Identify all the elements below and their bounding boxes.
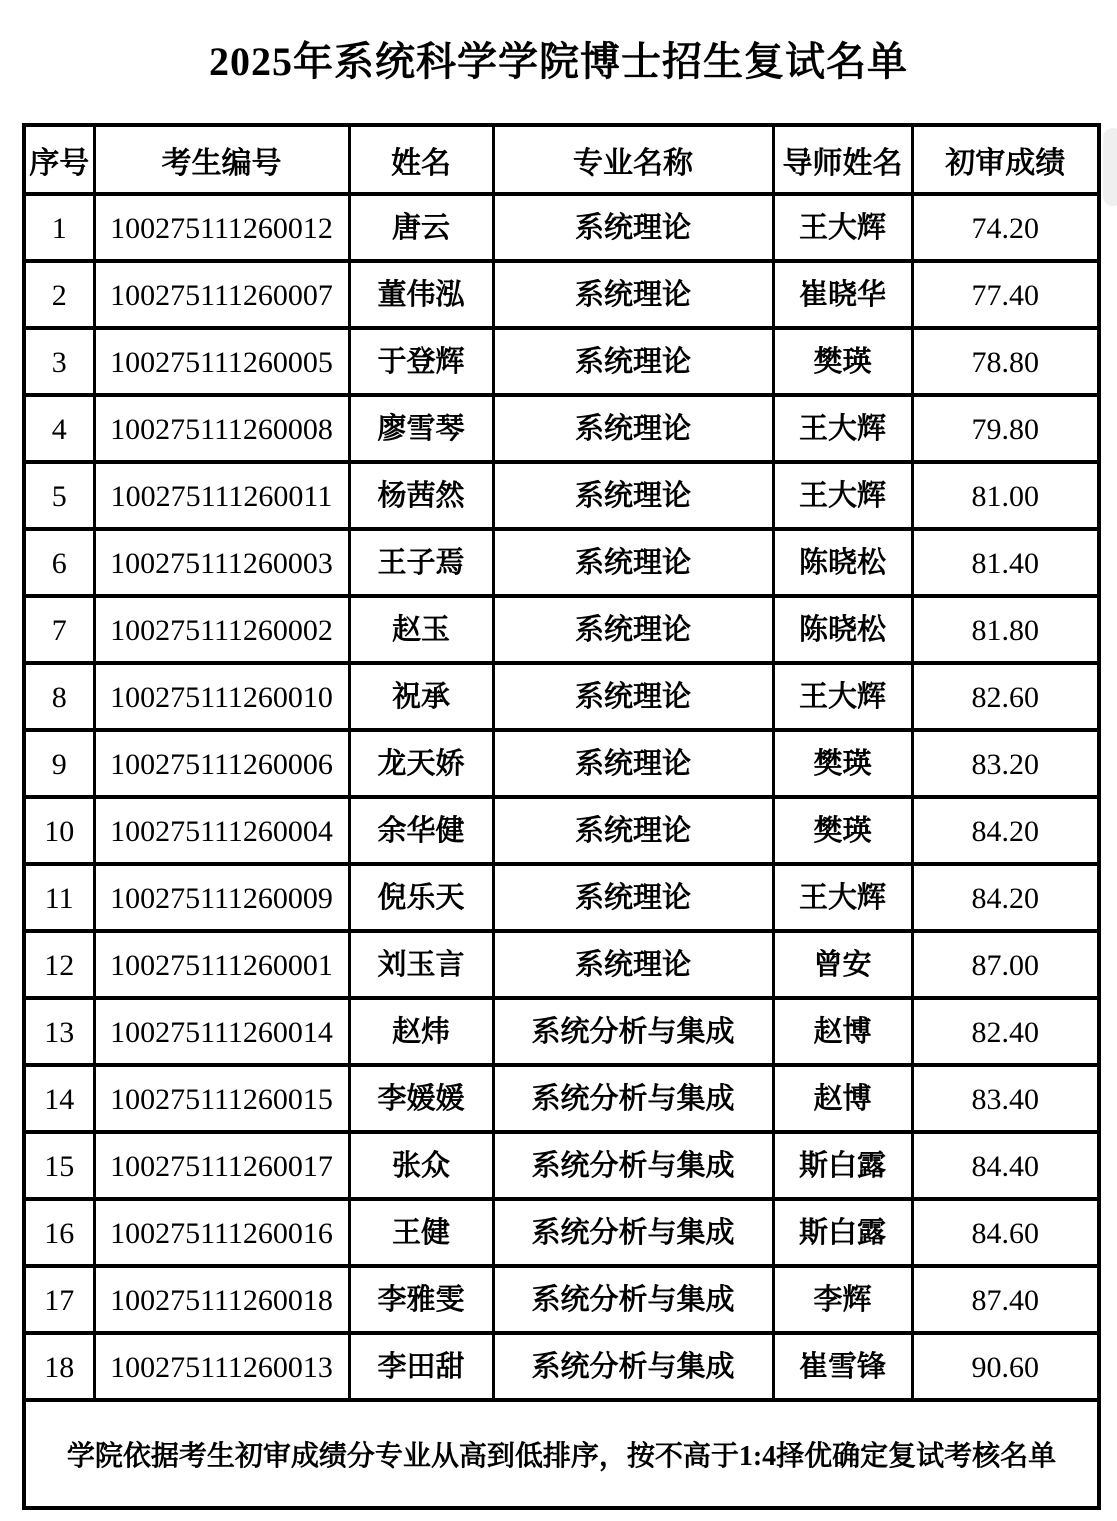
score-cell: 84.40: [912, 1132, 1099, 1199]
table-row: [24, 998, 1099, 1065]
advisor-cell: 樊瑛: [773, 797, 912, 864]
major-cell: 系统理论: [493, 395, 773, 462]
major-cell: 系统理论: [493, 261, 773, 328]
header-candidate-id: 考生编号: [94, 125, 349, 194]
table-row: [24, 529, 1099, 596]
score-cell: 78.80: [912, 328, 1099, 395]
scrollbar-thumb[interactable]: [1103, 128, 1117, 206]
table-row: [24, 194, 1099, 261]
advisor-cell: 斯白露: [773, 1132, 912, 1199]
header-major: 专业名称: [493, 125, 773, 194]
advisor-cell: 赵博: [773, 998, 912, 1065]
advisor-cell: 樊瑛: [773, 730, 912, 797]
major-cell: 系统分析与集成: [493, 998, 773, 1065]
score-cell: 87.40: [912, 1266, 1099, 1333]
score-cell: 79.80: [912, 395, 1099, 462]
major-cell: 系统分析与集成: [493, 1132, 773, 1199]
candidate-id-cell: 100275111260016: [94, 1199, 349, 1266]
advisor-cell: 斯白露: [773, 1199, 912, 1266]
score-cell: 81.40: [912, 529, 1099, 596]
name-cell: 余华健: [349, 797, 493, 864]
name-cell: 于登辉: [349, 328, 493, 395]
table-row: [24, 1132, 1099, 1199]
advisor-cell: 崔晓华: [773, 261, 912, 328]
name-cell: 李雅雯: [349, 1266, 493, 1333]
table-note-row: [24, 1400, 1099, 1508]
page-title: 2025年系统科学学院博士招生复试名单: [209, 39, 908, 84]
header-name: 姓名: [349, 125, 493, 194]
ranking-note: 学院依据考生初审成绩分专业从高到低排序，按不高于1:4择优确定复试考核名单: [24, 1400, 1099, 1508]
score-cell: 87.00: [912, 931, 1099, 998]
score-cell: 90.60: [912, 1333, 1099, 1400]
name-cell: 刘玉言: [349, 931, 493, 998]
score-cell: 83.20: [912, 730, 1099, 797]
table-row: [24, 730, 1099, 797]
header-advisor: 导师姓名: [773, 125, 912, 194]
advisor-cell: 陈晓松: [773, 596, 912, 663]
name-cell: 龙天娇: [349, 730, 493, 797]
advisor-cell: 王大辉: [773, 395, 912, 462]
major-cell: 系统理论: [493, 194, 773, 261]
seq-cell: 13: [24, 998, 94, 1065]
seq-cell: 16: [24, 1199, 94, 1266]
table-row: [24, 931, 1099, 998]
major-cell: 系统分析与集成: [493, 1333, 773, 1400]
table-row: [24, 328, 1099, 395]
table-header-row: [24, 125, 1099, 194]
name-cell: 赵炜: [349, 998, 493, 1065]
seq-cell: 5: [24, 462, 94, 529]
major-cell: 系统理论: [493, 663, 773, 730]
header-seq: 序号: [24, 125, 94, 194]
seq-cell: 2: [24, 261, 94, 328]
advisor-cell: 王大辉: [773, 663, 912, 730]
table-row: [24, 797, 1099, 864]
table-row: [24, 663, 1099, 730]
candidate-id-cell: 100275111260018: [94, 1266, 349, 1333]
major-cell: 系统理论: [493, 529, 773, 596]
name-cell: 张众: [349, 1132, 493, 1199]
name-cell: 董伟泓: [349, 261, 493, 328]
name-cell: 李田甜: [349, 1333, 493, 1400]
candidate-id-cell: 100275111260007: [94, 261, 349, 328]
candidate-id-cell: 100275111260011: [94, 462, 349, 529]
seq-cell: 10: [24, 797, 94, 864]
seq-cell: 18: [24, 1333, 94, 1400]
major-cell: 系统理论: [493, 797, 773, 864]
name-cell: 祝承: [349, 663, 493, 730]
candidate-id-cell: 100275111260002: [94, 596, 349, 663]
candidate-id-cell: 100275111260005: [94, 328, 349, 395]
candidate-id-cell: 100275111260001: [94, 931, 349, 998]
candidate-id-cell: 100275111260010: [94, 663, 349, 730]
candidate-id-cell: 100275111260009: [94, 864, 349, 931]
candidate-id-cell: 100275111260013: [94, 1333, 349, 1400]
name-cell: 唐云: [349, 194, 493, 261]
table-row: [24, 1266, 1099, 1333]
table-row: [24, 1333, 1099, 1400]
candidate-id-cell: 100275111260015: [94, 1065, 349, 1132]
score-cell: 81.00: [912, 462, 1099, 529]
advisor-cell: 曾安: [773, 931, 912, 998]
advisor-cell: 王大辉: [773, 194, 912, 261]
advisor-cell: 崔雪锋: [773, 1333, 912, 1400]
seq-cell: 11: [24, 864, 94, 931]
name-cell: 倪乐天: [349, 864, 493, 931]
table-row: [24, 1199, 1099, 1266]
advisor-cell: 陈晓松: [773, 529, 912, 596]
advisor-cell: 王大辉: [773, 462, 912, 529]
score-cell: 84.20: [912, 797, 1099, 864]
seq-cell: 17: [24, 1266, 94, 1333]
table-row: [24, 864, 1099, 931]
table-row: [24, 395, 1099, 462]
name-cell: 王健: [349, 1199, 493, 1266]
seq-cell: 1: [24, 194, 94, 261]
score-cell: 82.60: [912, 663, 1099, 730]
name-cell: 廖雪琴: [349, 395, 493, 462]
seq-cell: 6: [24, 529, 94, 596]
candidate-id-cell: 100275111260004: [94, 797, 349, 864]
major-cell: 系统理论: [493, 596, 773, 663]
table-row: [24, 261, 1099, 328]
admission-roster-table: [22, 123, 1101, 1510]
advisor-cell: 樊瑛: [773, 328, 912, 395]
major-cell: 系统理论: [493, 730, 773, 797]
name-cell: 杨茜然: [349, 462, 493, 529]
candidate-id-cell: 100275111260006: [94, 730, 349, 797]
score-cell: 74.20: [912, 194, 1099, 261]
seq-cell: 4: [24, 395, 94, 462]
advisor-cell: 李辉: [773, 1266, 912, 1333]
name-cell: 赵玉: [349, 596, 493, 663]
score-cell: 81.80: [912, 596, 1099, 663]
candidate-id-cell: 100275111260017: [94, 1132, 349, 1199]
candidate-id-cell: 100275111260014: [94, 998, 349, 1065]
score-cell: 84.20: [912, 864, 1099, 931]
major-cell: 系统分析与集成: [493, 1065, 773, 1132]
candidate-id-cell: 100275111260012: [94, 194, 349, 261]
seq-cell: 3: [24, 328, 94, 395]
advisor-cell: 赵博: [773, 1065, 912, 1132]
seq-cell: 8: [24, 663, 94, 730]
score-cell: 82.40: [912, 998, 1099, 1065]
name-cell: 王子焉: [349, 529, 493, 596]
score-cell: 77.40: [912, 261, 1099, 328]
major-cell: 系统理论: [493, 328, 773, 395]
seq-cell: 14: [24, 1065, 94, 1132]
header-score: 初审成绩: [912, 125, 1099, 194]
seq-cell: 15: [24, 1132, 94, 1199]
candidate-id-cell: 100275111260003: [94, 529, 349, 596]
major-cell: 系统理论: [493, 931, 773, 998]
score-cell: 84.60: [912, 1199, 1099, 1266]
major-cell: 系统理论: [493, 462, 773, 529]
table-row: [24, 596, 1099, 663]
candidate-id-cell: 100275111260008: [94, 395, 349, 462]
major-cell: 系统分析与集成: [493, 1199, 773, 1266]
name-cell: 李媛媛: [349, 1065, 493, 1132]
table-body: [24, 194, 1099, 1400]
table-row: [24, 462, 1099, 529]
seq-cell: 9: [24, 730, 94, 797]
score-cell: 83.40: [912, 1065, 1099, 1132]
major-cell: 系统理论: [493, 864, 773, 931]
table-row: [24, 1065, 1099, 1132]
seq-cell: 12: [24, 931, 94, 998]
advisor-cell: 王大辉: [773, 864, 912, 931]
seq-cell: 7: [24, 596, 94, 663]
major-cell: 系统分析与集成: [493, 1266, 773, 1333]
